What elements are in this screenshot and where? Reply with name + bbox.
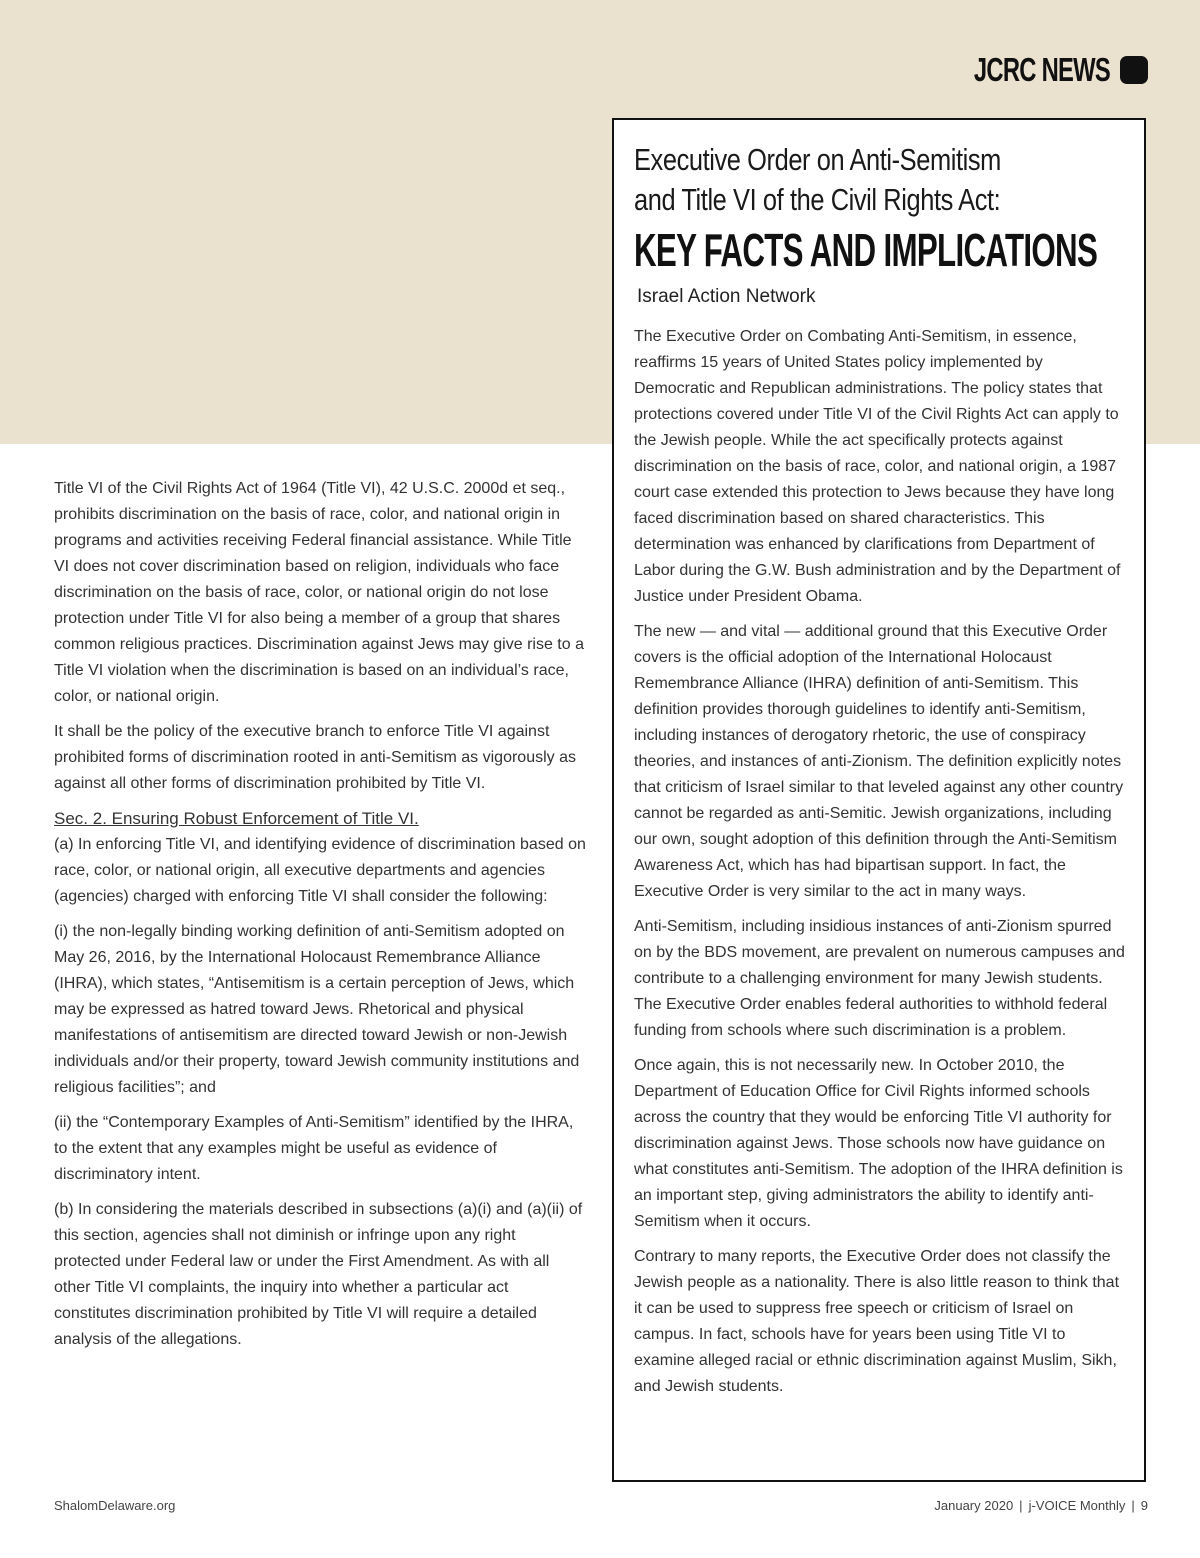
sidebar-byline: Israel Action Network [637,286,816,307]
left-paragraph: It shall be the policy of the executive branch to enforce Title VI against prohibited forms of discrimination rooted in anti-Semitism as vigorously as against all other forms of discrimination prohibited by Title VI. [54,723,576,792]
section-paragraph: (a) In enforcing Title VI, and identifying evidence of discrimination based on race, color, or national origin, all executive departments and agencies (agencies) charged with enforcing Title VI shall consider the following: [54,836,586,905]
sidebar-title-line-2: and Title VI of the Civil Rights Act: [634,182,1001,217]
section-tag [921,50,1148,90]
footer-site: ShalomDelaware.org [54,1498,176,1513]
footer-publication: j-VOICE Monthly [1028,1498,1126,1513]
sidebar-paragraph: Once again, this is not necessarily new. In October 2010, the Department of Education Office for Civil Rights informed schools across the country that they would be enforcing Title VI authority for discrimination against Jews. Those schools now have guidance on what constitutes anti-Semitism. The adoption of the IHRA definition is an important step, giving administrators the ability to identify anti-Semitism when it occurs. [634,1057,1123,1230]
sidebar-paragraph: Anti-Semitism, including insidious instances of anti-Zionism spurred on by the BDS movement, are prevalent on numerous campuses and contribute to a challenging environment for many Jewish students. The Executive Order enables federal authorities to withhold federal funding from schools where such discrimination is a problem. [634,918,1125,1039]
footer-date: January 2020 [934,1498,1014,1513]
left-column-article [54,476,586,1362]
section-paragraph: (i) the non-legally binding working definition of anti-Semitism adopted on May 26, 2016, by the International Holocaust Remembrance Alliance (IHRA), which states, “Antisemitism is a certain perception of Jews, which may be expressed as hatred toward Jews. Rhetorical and physical manifestations of antisemitism are directed toward Jewish or non-Jewish individuals and/or their property, toward Jewish community institutions and religious facilities”; and [54,923,580,1096]
section-paragraph: (b) In considering the materials described in subsections (a)(i) and (a)(ii) of this section, agencies shall not diminish or infringe upon any right protected under Federal law or under the First Amendment. As with all other Title VI complaints, the inquiry into whether a particular act constitutes discrimination prohibited by Title VI will require a detailed analysis of the allegations. [54,1201,583,1348]
sidebar-paragraph: Contrary to many reports, the Executive Order does not classify the Jewish people as a nationality. There is also little reason to think that it can be used to suppress free speech or criticism of Israel on campus. In fact, schools have for years been using Title VI to examine alleged racial or ethnic discrimination against Muslim, Sikh, and Jewish students. [634,1248,1120,1395]
section-paragraph: (ii) the “Contemporary Examples of Anti-Semitism” identified by the IHRA, to the extent that any examples might be useful as evidence of discriminatory intent. [54,1114,574,1183]
sidebar-headline: KEY FACTS AND IMPLICATIONS [634,224,1098,276]
key-facts-sidebar [612,118,1146,1482]
footer-separator: | [1131,1498,1135,1513]
sidebar-paragraph: The new — and vital — additional ground that this Executive Order covers is the official adoption of the International Holocaust Remembrance Alliance (IHRA) definition of anti-Semitism. This definition provides thorough guidelines to identify anti-Semitism, including instances of derogatory rhetoric, the use of conspiracy theories, and instances of anti-Zionism. The definition explicitly notes that criticism of Israel similar to that leveled against any other country cannot be regarded as anti-Semitic. Jewish organizations, including our own, sought adoption of this definition through the Anti-Semitism Awareness Act, which has had bipartisan support. In fact, the Executive Order is very similar to the act in many ways. [634,623,1124,900]
sidebar-body [634,324,1126,1400]
sidebar-title-line-1: Executive Order on Anti-Semitism [634,142,1001,177]
section-tag-square-icon [1120,56,1148,84]
footer-page-number: 9 [1140,1498,1148,1513]
section-tag-label: JCRC NEWS [973,51,1110,88]
footer-info [934,1498,1148,1513]
section-heading: Sec. 2. Ensuring Robust Enforcement of Title VI. [54,809,419,828]
footer-separator: | [1019,1498,1023,1513]
sidebar-paragraph: The Executive Order on Combating Anti-Semitism, in essence, reaffirms 15 years of United States policy implemented by Democratic and Republican administrations. The policy states that protections covered under Title VI of the Civil Rights Act can apply to the Jewish people. While the act specifically protects against discrimination on the basis of race, color, and national origin, a 1987 court case extended this protection to Jews because they have long faced discrimination based on shared characteristics. This determination was enhanced by clarifications from Department of Labor during the G.W. Bush administration and by the Department of Justice under President Obama. [634,328,1121,605]
left-paragraph: Title VI of the Civil Rights Act of 1964 (Title VI), 42 U.S.C. 2000d et seq., prohibits discrimination on the basis of race, color, and national origin in programs and activities receiving Federal financial assistance. While Title VI does not cover discrimination based on religion, individuals who face discrimination on the basis of race, color, or national origin do not lose protection under Title VI for also being a member of a group that shares common religious practices. Discrimination against Jews may give rise to a Title VI violation when the discrimination is based on an individual’s race, color, or national origin. [54,480,584,705]
